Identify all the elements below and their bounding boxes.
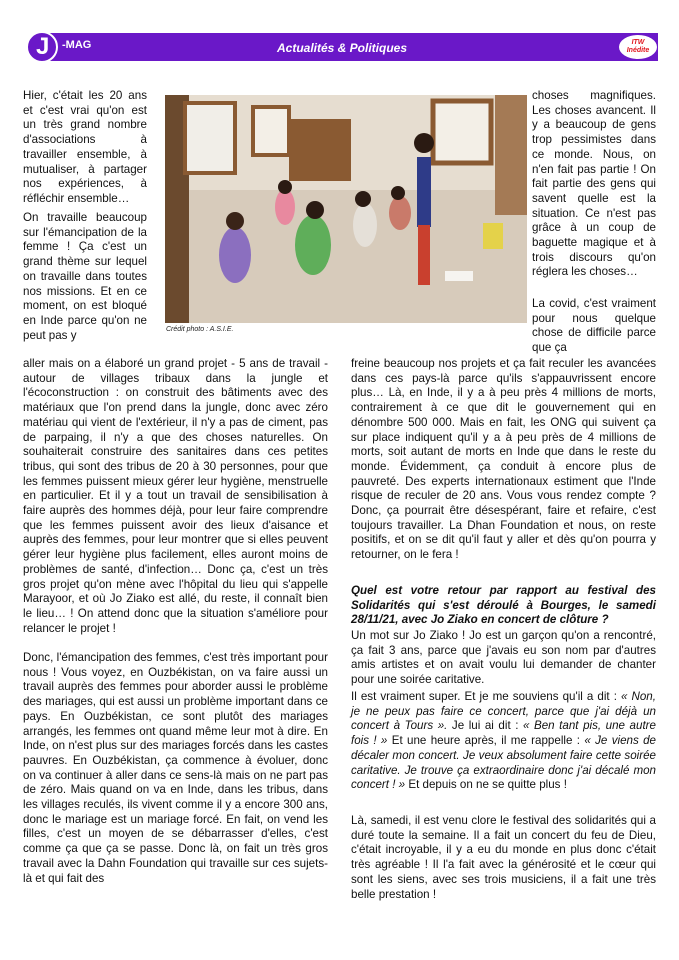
page-header	[26, 31, 658, 63]
badge-line1: ITW	[631, 39, 645, 46]
answer-paragraph-2	[351, 690, 656, 793]
left-paragraph-1: Hier, c'était les 20 ans et c'est vrai qu'on est un très grand nombre d'associations à travailler ensemble, à mutualiser, à partager nos expériences, à réfléchir ensemble…	[23, 89, 147, 205]
left-paragraph-4: Donc, l'émancipation des femmes, c'est très important pour nous ! Vous voyez, en Ouzbékistan, on va faire aussi un travail auprès des femmes pour aborder aussi le problème des mariages, qui est aussi un problème important dans ce pays. En Ouzbékistan, ce sont plutôt des mariages arrangés, les femmes ont quand même leur mot à dire. En Inde, on n'est plus sur des mariages forcés dans les castes pauvres. En Ouzbékistan, ça commence à évoluer, donc on va continuer à aller dans ce sens-là mais on ne part pas de zéro. Mais quand on va en Inde, dans les tribus, dans les villages reculés, ils vivent comme il y a encore 300 ans, donc le mariage est un mariage forcé. En fait, on vend les filles, c'est un moyen de se débarrasser d'elles, c'est comme ça que ça se passe. Donc là, on fait un très gros travail avec la Dahn Foundation qui travaille sur ces sujets-là et qui fait des	[23, 651, 328, 885]
section-title: Actualités & Politiques	[276, 41, 408, 55]
right-paragraph-3: freine beaucoup nos projets et ça fait reculer les avancées dans ces pays-là parce qu'ils s'appauvrissent encore plus… Là, en Inde, il y a à peu près 4 millions de morts, contrairement à ce que dit le gouvernement qui en dénombre 500 000. Mais en fait, les ONG qui suivent ça sur place indiquent qu'il y a à peu près de 4 millions de morts, soit autant de morts en Inde que dans le reste du monde. Évidemment, ça conduit à encore plus de pauvreté. Des experts internationaux estiment que l'Inde risque de reculer de 20 ans. Vous vous rendez compte ? Donc, ça pourrait être désespérant, faire et refaire, c'est toujours travailler. La Dhan Foundation et nous, on reste positifs, et on se dit qu'il faut y aller et dès qu'on pourra y retourner, on le fera !	[351, 357, 656, 562]
classroom-photo-illustration	[165, 95, 527, 323]
badge-line2: Inédite	[626, 47, 650, 54]
logo-letter: J	[36, 33, 50, 60]
answer2-quote-1: « Non, je ne peux pas faire ce concert, parce que j'ai déjà un concert à Tours ».	[351, 690, 656, 733]
itw-badge	[618, 34, 658, 60]
answer2-quote-3: « Je viens de décaler mon concert. Je veux absolument faire cette soirée caritative. Je trouve ça extraordinaire donc j'ai décalé mon concert ! »	[351, 734, 656, 792]
photo-caption: Crédit photo : A.S.I.E.	[166, 326, 234, 333]
left-paragraph-3: aller mais on a élaboré un grand projet - 5 ans de travail - autour de villages tribaux dans la jungle et l'écoconstruction : on construit des bâtiments avec des matériaux que l'on prend dans la jungle, donc avec zéro matériau qui vient de l'extérieur, il n'y a pas de ciment, pas de parpaing, il n'y a que des choses naturelles. On souhaiterait construire des sanitaires dans ces petites tribus, qui sont des tribus de 20 à 30 personnes, pour que les femmes puissent mieux gérer leur hygiène, menstruelle en particulier. Et il y a tout un travail de sensibilisation à faire auprès des hommes déjà, pour leur faire comprendre que les femmes puissent avoir des lieux d'aisance et auprès des femmes, pour leur montrer que si elles peuvent gérer leur hygiène plus facilement, elles auront moins de problèmes de santé, d'infection… Donc ça, c'est un très gros projet qu'on mène avec l'hôpital du lieu qui s'appelle Marayoor, et où Jo Ziako est allé, du reste, il connaît bien le lieu… ! On attend donc que la situation s'améliore pour relancer le projet !	[23, 357, 328, 635]
right-paragraph-2: La covid, c'est vraiment pour nous quelque chose de difficile parce que ça	[532, 297, 656, 355]
interview-question: Quel est votre retour par rapport au festival des Solidarités qui s'est déroulé à Bourges, le samedi 28/11/21, avec Jo Ziako en concert de clôture ?	[351, 584, 656, 627]
left-paragraph-2: On travaille beaucoup sur l'émancipation de la femme ! Ça c'est un grand thème sur lequel on travaille dans toutes nos missions. Et en ce moment, on est bloqué en Inde parce qu'on ne peut pas y	[23, 211, 147, 342]
right-paragraph-1: choses magnifiques. Les choses avancent. Il y a beaucoup de gens trop pessimistes dans ce monde. Nous, on n'en fait pas partie ! On fait partie des gens qui savent quelle est la situation. Ce n'est pas grâce à un coup de baguette magique et à trois discours qu'on réglera les choses…	[532, 89, 656, 279]
answer2-text-a: Il est vraiment super. Et je me souviens qu'il a dit :	[351, 690, 621, 703]
answer-paragraph-3: Là, samedi, il est venu clore le festival des solidarités qui a duré toute la semaine. Il a fait un concert du feu de Dieu, c'était incroyable, il y a eu du monde en plus donc c'était très agréable ! Il l'a fait avec la générosité et le cœur qui sont les siens, avec ses trois musiciens, il a fait une très belle prestation !	[351, 814, 656, 901]
answer2-text-c: Et une heure après, il me rappelle :	[387, 734, 585, 748]
answer2-text-b: Je lui ai dit :	[447, 719, 523, 733]
article-photo	[165, 95, 527, 323]
answer-paragraph-1: Un mot sur Jo Ziako ! Jo est un garçon qu'on a rencontré, ça fait 3 ans, parce que j'avais eu son nom par d'autres amis artistes et on avait voulu lui demander de chanter pour une soirée caritative.	[351, 629, 656, 687]
logo-suffix: -MAG	[62, 39, 92, 51]
answer2-quote-2: « Ben tant pis, une autre fois ! »	[351, 719, 656, 748]
answer2-text-d: Et depuis on ne se quitte plus !	[405, 778, 567, 792]
